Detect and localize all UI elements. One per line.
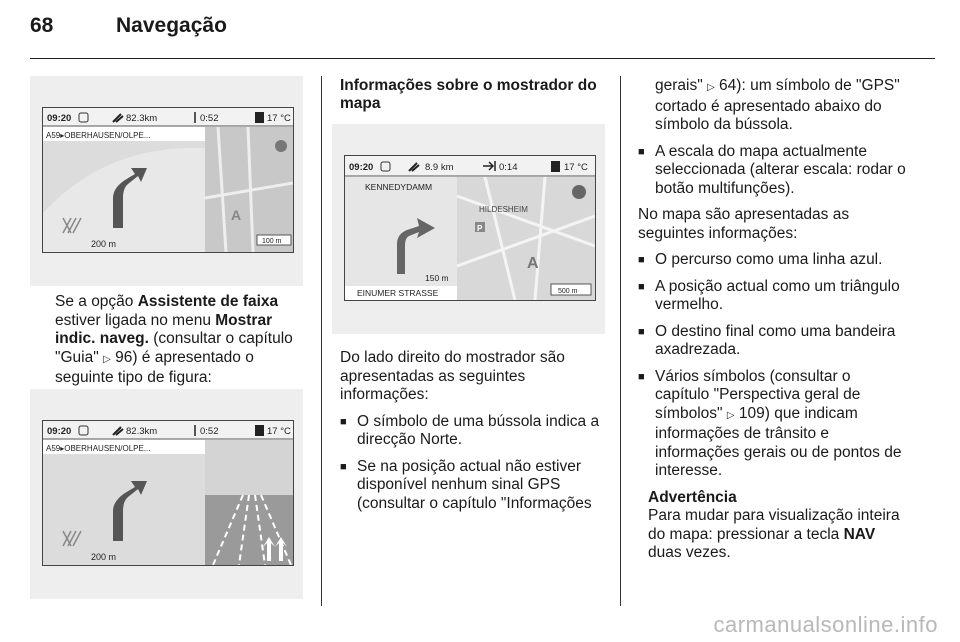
page-title: Navegação <box>116 14 227 37</box>
menu-show-nav-info: Mostrar indic. naveg. <box>55 311 273 347</box>
intro-paragraph: Se a opção Assistente de faixa estiver ligada no menu Mostrar indic. naveg. (consultar o capítulo "Guia" ▷ 96) é apresentado o seguinte tipo de figura: <box>55 293 293 386</box>
screen3-city: HILDESHEIM <box>479 205 528 214</box>
nav-key-label: NAV <box>843 525 876 543</box>
screen3-temp: 17 °C <box>564 162 588 173</box>
column-divider <box>321 76 322 606</box>
screen1-time: 09:20 <box>47 113 72 124</box>
screen1-temp: 17 °C <box>267 113 291 124</box>
compass-icon <box>572 185 586 199</box>
column3-text <box>638 77 908 563</box>
thermometer-icon <box>255 112 264 123</box>
map-contents-intro: No mapa são apresentadas as seguintes informações: <box>638 206 850 242</box>
screen1-road: A59▸OBERHAUSEN/OLPE... <box>46 131 151 140</box>
option-lane-assistant: Assistente de faixa <box>137 293 279 310</box>
screen2-temp: 17 °C <box>267 426 291 437</box>
nav-screen-2 <box>42 420 294 566</box>
screen3-marker: A <box>527 255 539 272</box>
screen1-distance: 82.3km <box>126 113 158 124</box>
reference-arrow-icon: ▷ <box>707 82 715 93</box>
screen3-dist-remaining: 150 m <box>425 273 449 283</box>
screen1-dist-remaining: 200 m <box>91 239 117 249</box>
list-item: ■ O símbolo de uma bússola indica a direcção Norte. <box>340 413 606 450</box>
list-item: ■ O percurso como uma linha azul. <box>638 251 908 270</box>
note-box: Advertência Para mudar para visualização inteira do mapa: pressionar a tecla NAV duas vezes. <box>638 489 908 563</box>
section-heading: Informações sobre o mostrador do mapa <box>340 77 597 112</box>
screen3-time: 09:20 <box>349 162 374 173</box>
screen1-scale: 100 m <box>262 238 282 245</box>
screen3-duration: 0:14 <box>499 162 518 173</box>
screen1-marker: A <box>231 207 242 223</box>
column-divider <box>620 76 621 606</box>
screen2-duration: 0:52 <box>200 426 219 437</box>
screen3-street-bottom: EINUMER STRASSE <box>357 288 439 298</box>
gps-continuation: gerais" ▷ 64): um símbolo de "GPS" cortado é apresentado abaixo do símbolo da bússola. <box>655 77 900 133</box>
reference-arrow-icon: ▷ <box>103 353 111 365</box>
note-title: Advertência <box>648 488 737 506</box>
screen2-distance: 82.3km <box>126 426 158 437</box>
list-item: ■ A posição actual como um triângulo vermelho. <box>638 278 908 315</box>
column2-text <box>340 349 606 521</box>
nav-screen-3 <box>344 155 596 301</box>
nav-screen-1 <box>42 107 294 253</box>
list-item: ■ A escala do mapa actualmente seleccionada (alterar escala: rodar o botão multifunções). <box>638 143 908 199</box>
thermometer-icon <box>255 425 264 436</box>
reference-arrow-icon: ▷ <box>726 409 735 421</box>
thermometer-icon <box>551 161 560 172</box>
screen2-dist-remaining: 200 m <box>91 552 117 562</box>
screen2-road: A59▸OBERHAUSEN/OLPE... <box>46 444 151 453</box>
svg-text:P: P <box>477 224 483 233</box>
screen3-street-top: KENNEDYDAMM <box>365 182 433 192</box>
screen1-duration: 0:52 <box>200 113 219 124</box>
watermark: carmanualsonline.info <box>713 612 938 637</box>
list-item: ■ Se na posição actual não estiver disponível nenhum sinal GPS (consultar o capítulo "Informações <box>340 458 606 514</box>
screen2-time: 09:20 <box>47 426 72 437</box>
compass-icon <box>275 140 287 152</box>
page-number: 68 <box>30 14 54 37</box>
map-info-intro: Do lado direito do mostrador são apresentadas as seguintes informações: <box>340 349 565 403</box>
list-item: ■ Vários símbolos (consultar o capítulo "Perspectiva geral de símbolos" ▷ 109) que indicam informações de trânsito e informações gerais ou de pontos de interesse. <box>638 368 908 481</box>
screen3-scale: 500 m <box>558 288 578 295</box>
screen3-distance: 8.9 km <box>425 162 454 173</box>
header-rule <box>30 58 935 59</box>
list-item: ■ O destino final como uma bandeira axadrezada. <box>638 323 908 360</box>
